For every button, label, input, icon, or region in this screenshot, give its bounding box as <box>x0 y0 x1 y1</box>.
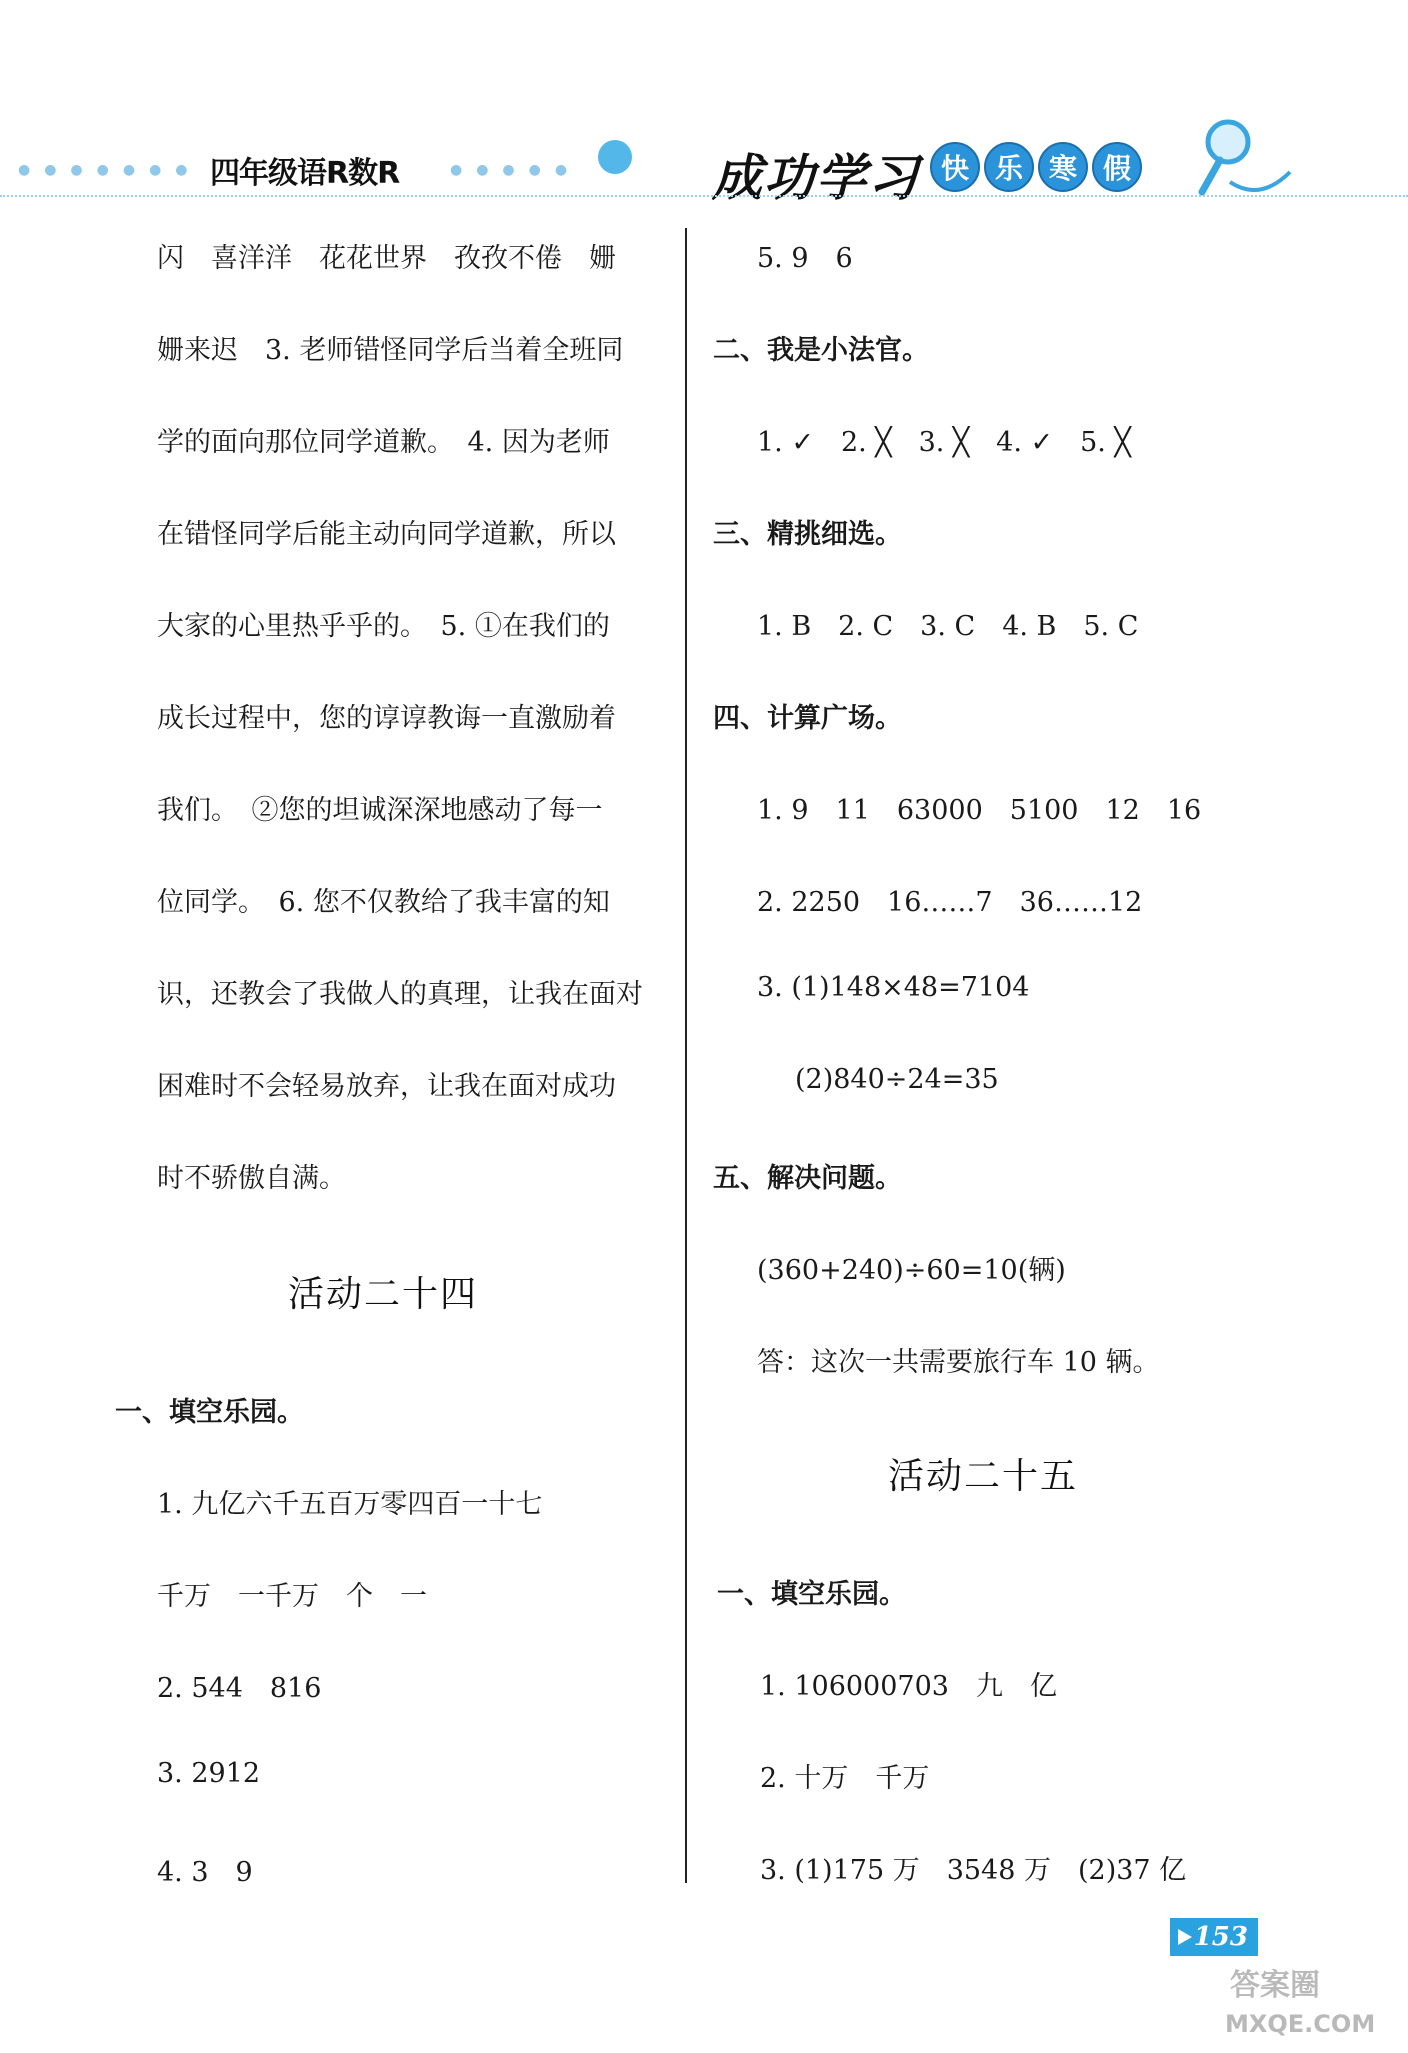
left-para-line: 学的面向那位同学道歉。 4. 因为老师 <box>157 427 610 458</box>
page-number: 153 <box>1193 1922 1248 1952</box>
left-para-line: 识，还教会了我做人的真理，让我在面对 <box>157 979 643 1010</box>
right-calc-2: 2. 2250 16……7 36……12 <box>757 887 1143 918</box>
header-dots-mid: ●●●●● <box>450 162 582 178</box>
magnifier-icon <box>1190 112 1300 202</box>
left-para-line: 我们。 ②您的坦诚深深地感动了每一 <box>157 795 603 826</box>
left-section-fill: 一、填空乐园。 <box>115 1397 304 1428</box>
left-para-line: 困难时不会轻易放弃，让我在面对成功 <box>157 1071 616 1102</box>
right-fill-1: 1. 106000703 九 亿 <box>760 1671 1057 1702</box>
left-para-line: 成长过程中，您的谆谆教诲一直激励着 <box>157 703 616 734</box>
right-fill-2: 2. 十万 千万 <box>760 1763 930 1794</box>
left-answer-4: 4. 3 9 <box>157 1857 253 1888</box>
left-answer-3: 3. 2912 <box>157 1758 261 1789</box>
badge-jia: 假 <box>1092 142 1142 192</box>
right-section-problem: 五、解决问题。 <box>713 1163 902 1194</box>
right-section-judge: 二、我是小法官。 <box>713 335 929 366</box>
left-para-line: 姗来迟 3. 老师错怪同学后当着全班同 <box>157 335 624 366</box>
right-judge-answers: 1. ✓ 2. ╳ 3. ╳ 4. ✓ 5. ╳ <box>757 427 1131 458</box>
left-answer-1b: 千万 一千万 个 一 <box>157 1581 427 1612</box>
right-calc-1: 1. 9 11 63000 5100 12 16 <box>757 795 1202 826</box>
right-problem-formula: (360+240)÷60=10(辆) <box>757 1255 1066 1286</box>
activity-24-title: 活动二十四 <box>288 1274 479 1315</box>
right-problem-answer: 答：这次一共需要旅行车 10 辆。 <box>757 1347 1160 1378</box>
right-section-calc: 四、计算广场。 <box>713 703 902 734</box>
badge-le: 乐 <box>984 142 1034 192</box>
header-dots-left: ●●●●●●● <box>18 162 202 178</box>
watermark-logo: 答案圈 <box>1230 1968 1320 2003</box>
page-number-tab <box>1170 1918 1258 1956</box>
right-fill-3: 3. (1)175 万 3548 万 (2)37 亿 <box>760 1855 1187 1886</box>
badge-kuai: 快 <box>930 142 980 192</box>
column-separator <box>685 228 687 1883</box>
left-answer-1: 1. 九亿六千五百万零四百一十七 <box>157 1489 543 1520</box>
right-choice-answers: 1. B 2. C 3. C 4. B 5. C <box>757 611 1139 642</box>
left-para-line: 大家的心里热乎乎的。 5. ①在我们的 <box>157 611 610 642</box>
header-subject: 四年级语R数R <box>210 156 400 191</box>
right-answer-5: 5. 9 6 <box>757 243 853 274</box>
watermark-url: MXQE.COM <box>1225 2010 1376 2038</box>
header-divider <box>0 195 1408 197</box>
play-triangle-icon <box>1178 1929 1192 1945</box>
badge-han: 寒 <box>1038 142 1088 192</box>
header-title: 成功学习 <box>712 149 920 207</box>
balloon-icon <box>598 140 632 174</box>
right-section-fill: 一、填空乐园。 <box>717 1579 906 1610</box>
right-calc-3a: 3. (1)148×48=7104 <box>757 972 1030 1003</box>
left-answer-2: 2. 544 816 <box>157 1673 322 1704</box>
left-para-line: 位同学。 6. 您不仅教给了我丰富的知 <box>157 887 610 918</box>
right-calc-3b: (2)840÷24=35 <box>795 1064 999 1095</box>
left-para-line: 闪 喜洋洋 花花世界 孜孜不倦 姗 <box>157 243 616 274</box>
left-para-line: 在错怪同学后能主动向同学道歉，所以 <box>157 519 616 550</box>
right-section-choice: 三、精挑细选。 <box>713 519 902 550</box>
left-para-line: 时不骄傲自满。 <box>157 1163 346 1194</box>
header-badges <box>930 142 1142 192</box>
activity-25-title: 活动二十五 <box>888 1456 1079 1497</box>
